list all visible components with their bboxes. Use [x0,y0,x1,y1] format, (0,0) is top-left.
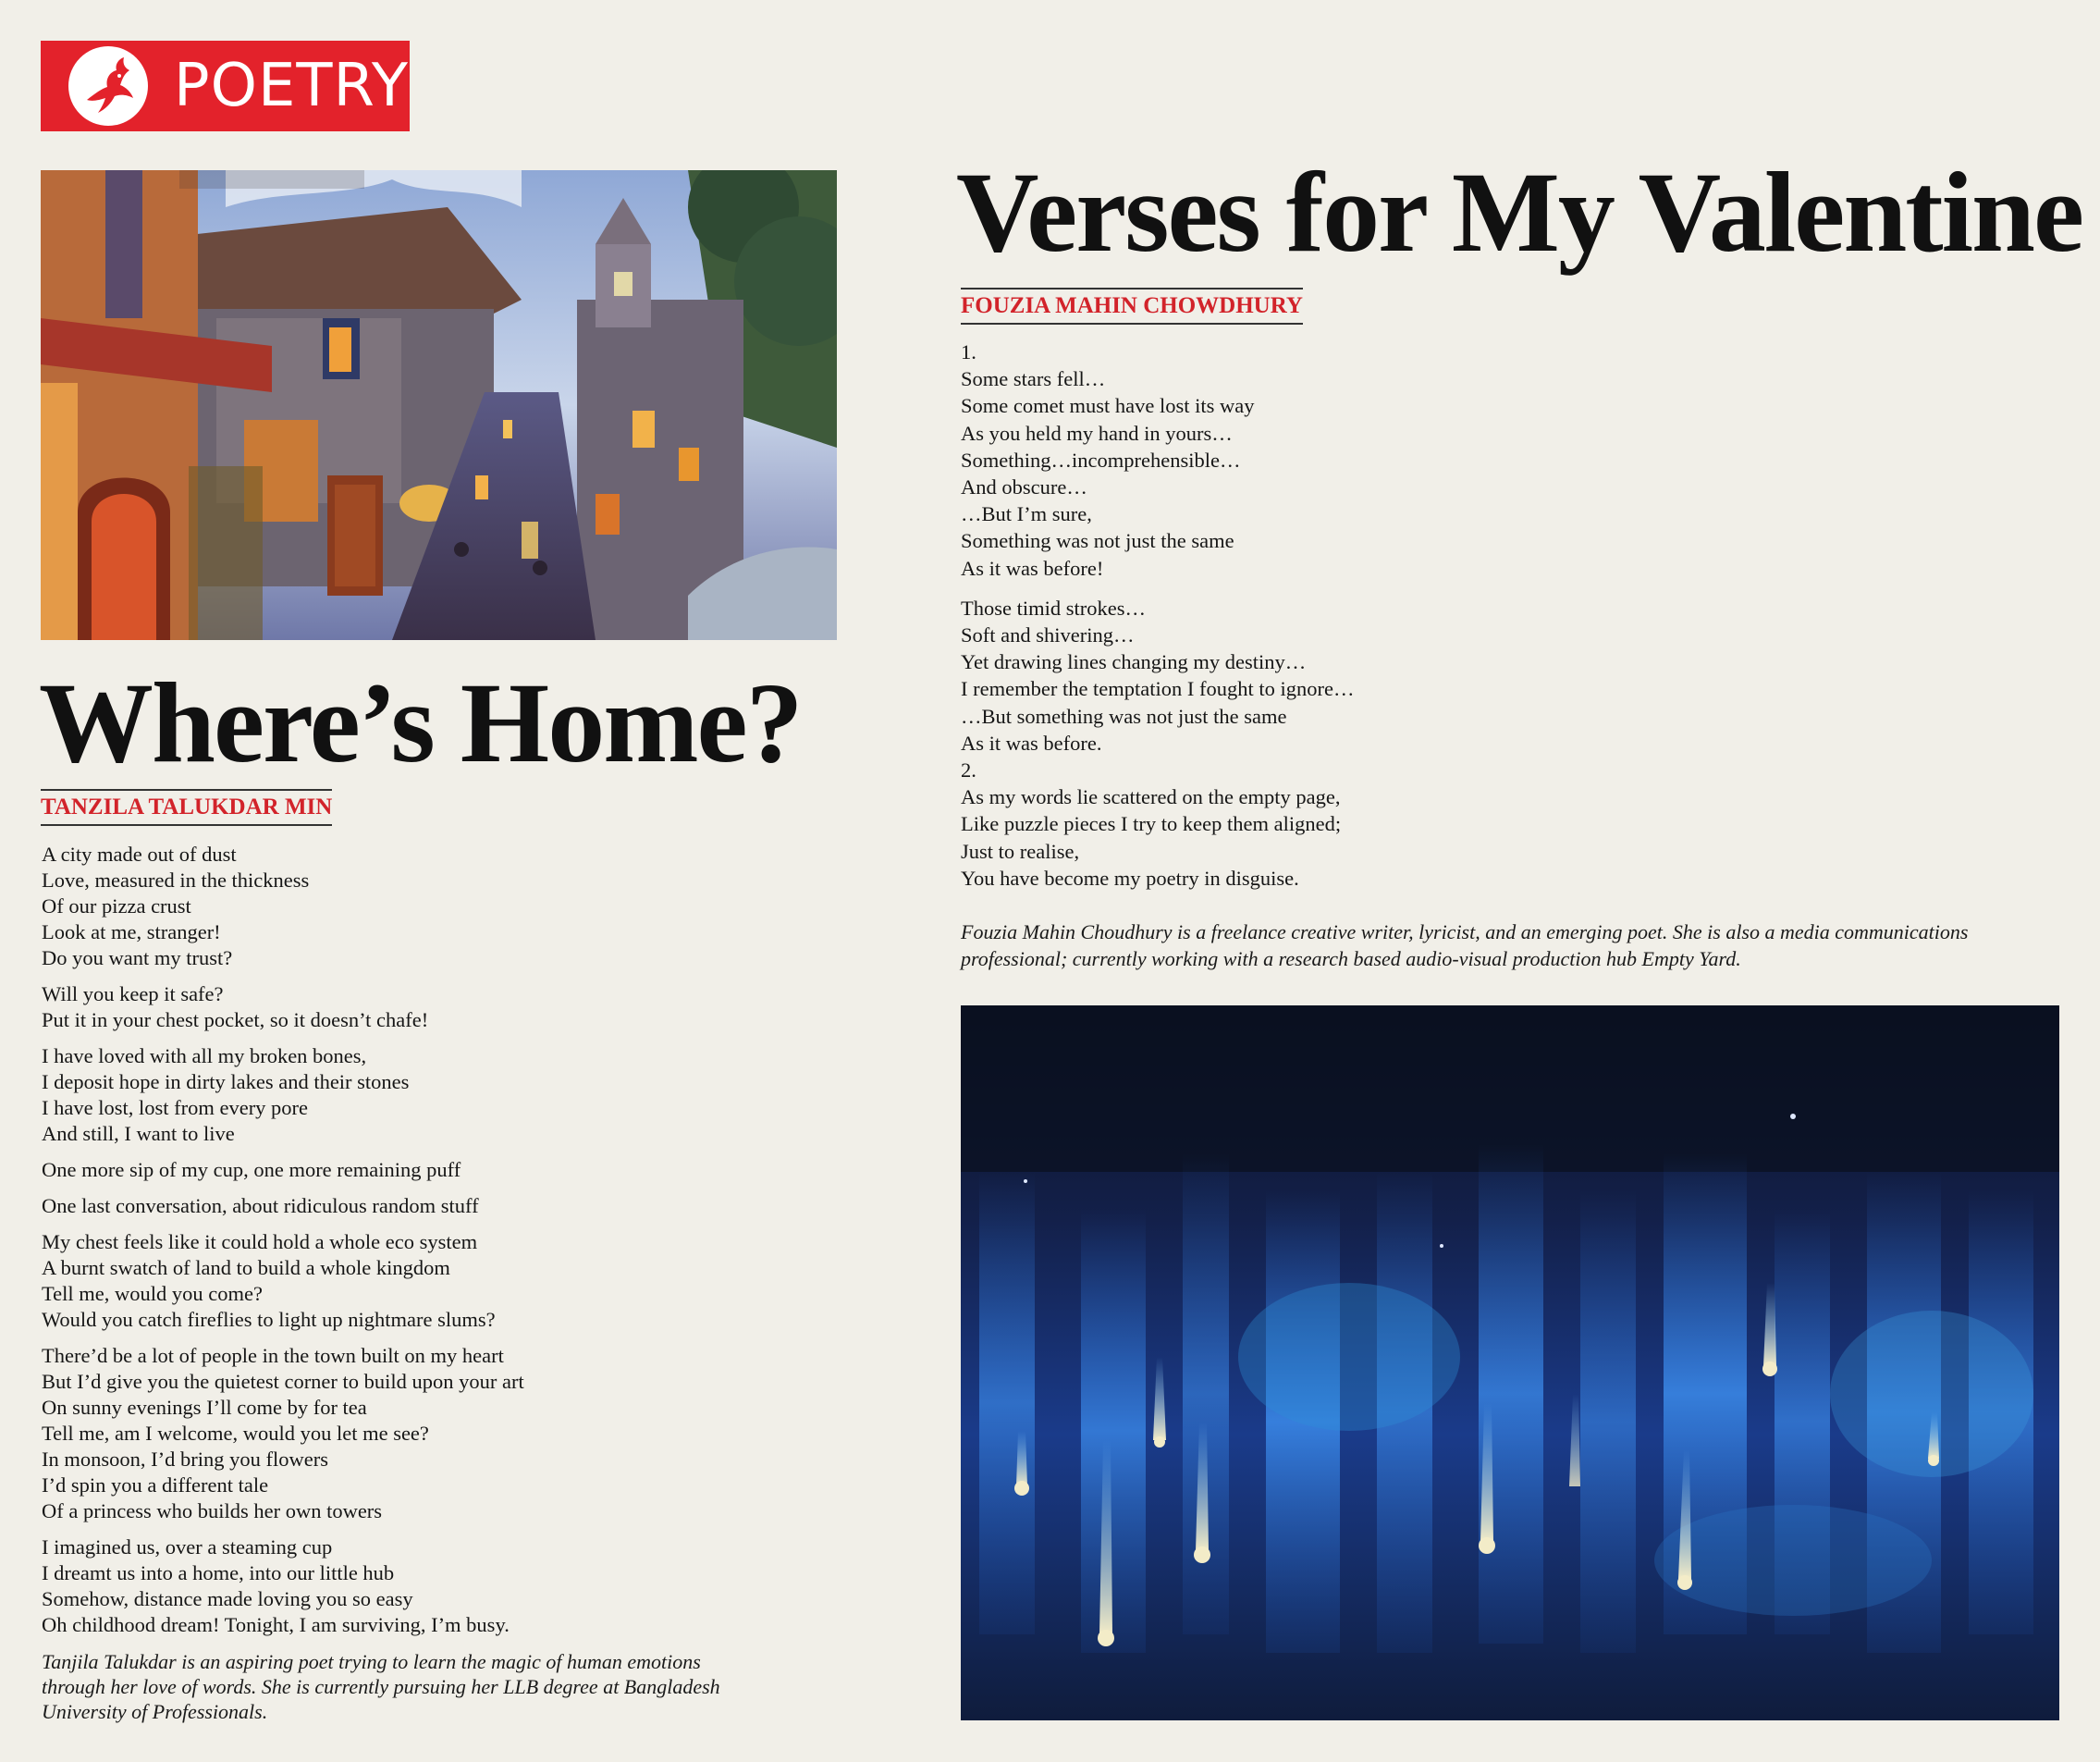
poem-line: I deposit hope in dirty lakes and their stones [42,1070,410,1093]
poem-line: But I’d give you the quietest corner to build upon your art [42,1370,524,1393]
stanza [42,842,828,971]
poem-line: One last conversation, about ridiculous random stuff [42,1194,479,1217]
stanza [961,757,1978,892]
poem-title-right: Verses for My Valentine [956,149,2083,276]
poem-body-right [961,339,1978,892]
falling-stars-painting-image [961,1005,2059,1720]
poem-line: Oh childhood dream! Tonight, I am surviving, I’m busy. [42,1613,510,1636]
poem-line: Do you want my trust? [42,946,233,969]
poem-body-left [42,842,828,1648]
stanza [42,1157,828,1183]
poem-line: Tell me, would you come? [42,1282,263,1305]
poem-line: I remember the temptation I fought to ignore… [961,677,1355,701]
stanza [961,339,1978,582]
poem-line: A burnt swatch of land to build a whole kingdom [42,1256,450,1279]
poem-line: Like puzzle pieces I try to keep them aligned; [961,812,1342,836]
poem-line: As it was before. [961,731,1102,755]
poem-line: My chest feels like it could hold a whole eco system [42,1230,478,1253]
stanza [42,1043,828,1147]
poem-line: Of our pizza crust [42,894,191,918]
stanza [42,1229,828,1333]
author-byline-left: TANZILA TALUKDAR MIN [41,789,332,826]
poem-line: Something was not just the same [961,529,1234,553]
poem-line: I’d spin you a different tale [42,1473,269,1497]
bio-line: Tanjila Talukdar is an aspiring poet trying to learn the magic of human emotions [42,1650,701,1673]
poem-line: I have lost, lost from every pore [42,1096,309,1119]
poem-line: And still, I want to live [42,1122,235,1145]
poem-line: Yet drawing lines changing my destiny… [961,650,1307,674]
poem-line: Will you keep it safe? [42,982,224,1005]
stanza [42,1343,828,1524]
poem-line: Somehow, distance made loving you so easy [42,1587,413,1610]
bio-line: professional; currently working with a research based audio-visual production hub Empty Yard. [961,947,1741,970]
poem-line: A city made out of dust [42,843,237,866]
poem-line: Something…incomprehensible… [961,448,1241,472]
stanza [42,981,828,1033]
stanza [961,595,1978,757]
poem-line: Just to realise, [961,839,1080,863]
poem-line: …But I’m sure, [961,502,1092,526]
bio-line: Fouzia Mahin Choudhury is a freelance creative writer, lyricist, and an emerging poet. She is also a media communications [961,920,1969,943]
poem-line: 2. [961,758,976,782]
poem-line: One more sip of my cup, one more remaining puff [42,1158,461,1181]
poem-line: Put it in your chest pocket, so it doesn’t chafe! [42,1008,429,1031]
poem-line: As you held my hand in yours… [961,421,1233,445]
poem-line: I imagined us, over a steaming cup [42,1535,333,1559]
poem-line: …But something was not just the same [961,704,1287,728]
stanza [42,1193,828,1219]
poem-line: 1. [961,340,976,363]
stanza [42,1534,828,1638]
bio-line: through her love of words. She is currently pursuing her LLB degree at Bangladesh [42,1675,720,1698]
poem-line: Soft and shivering… [961,623,1135,647]
poem-line: You have become my poetry in disguise. [961,866,1299,890]
poem-title-left: Where’s Home? [39,659,802,786]
street-painting-image [41,170,837,640]
poem-line: I dreamt us into a home, into our little hub [42,1561,395,1584]
poem-line: In monsoon, I’d bring you flowers [42,1448,328,1471]
poem-line: Some comet must have lost its way [961,394,1255,418]
poem-line: On sunny evenings I’ll come by for tea [42,1396,367,1419]
poem-line: And obscure… [961,475,1087,499]
author-bio-left [42,1649,818,1724]
poem-line: Would you catch fireflies to light up nightmare slums? [42,1308,496,1331]
poem-line: Tell me, am I welcome, would you let me see? [42,1422,429,1445]
poem-line: Of a princess who builds her own towers [42,1499,383,1522]
section-badge [41,41,410,131]
section-label: POETRY [174,52,409,120]
poem-line: Look at me, stranger! [42,920,221,943]
author-bio-right [961,918,2061,972]
poem-line: There’d be a lot of people in the town built on my heart [42,1344,504,1367]
bio-line: University of Professionals. [42,1700,268,1723]
poem-line: I have loved with all my broken bones, [42,1044,367,1067]
poem-line: Those timid strokes… [961,596,1146,620]
poem-line: Some stars fell… [961,367,1106,391]
poem-line: As it was before! [961,556,1104,580]
bird-logo-icon [68,46,148,126]
author-byline-right: FOUZIA MAHIN CHOWDHURY [961,288,1303,325]
poem-line: Love, measured in the thickness [42,869,310,892]
poem-line: As my words lie scattered on the empty page, [961,785,1341,809]
